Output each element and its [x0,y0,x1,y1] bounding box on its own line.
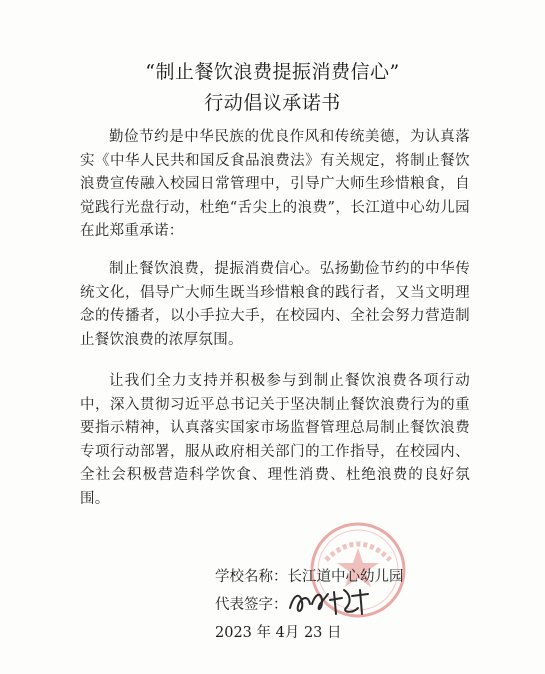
representative-label: 代表签字： [215,597,288,613]
document-title-line-2: 行动倡议承诺书 [204,92,341,114]
handwritten-signature-icon [286,584,376,618]
school-name-row [215,565,404,586]
school-name-value: 长江道中心幼儿园 [287,569,404,585]
document-title-line-1: “制止餐饮浪费提振消费信心” [145,61,400,83]
representative-signature-row [215,593,288,614]
date-row: 2023 年 4月 23 日 [215,625,342,641]
paragraph-1: 勤俭节约是中华民族的优良作风和传统美德，为认真落实《中华人民共和国反食品浪费法》有关规定，将制止餐饮浪费宣传融入校园日常管理中，引导广大师生珍惜粮食，自觉践行光盘行动，杜绝“舌尖上的浪费”，长江道中心幼儿园在此郑重承诺： [80,129,470,239]
paragraph-3: 让我们全力支持并积极参与到制止餐饮浪费各项行动中，深入贯彻习近平总书记关于坚决制止餐饮浪费行为的重要指示精神，认真落实国家市场监督管理总局制止餐饮浪费专项行动部署，服从政府相关部门的工作指导，在校园内、全社会积极营造科学饮食、理性消费、杜绝浪费的良好氛围。 [80,373,470,507]
paragraph-2: 制止餐饮浪费，提振消费信心。弘扬勤俭节约的中华传统文化，倡导广大师生既当珍惜粮食的践行者，又当文明理念的传播者，以小手拉大手，在校园内、全社会努力营造制止餐饮浪费的浓厚氛围。 [80,261,470,348]
school-name-label: 学校名称： [215,569,288,585]
